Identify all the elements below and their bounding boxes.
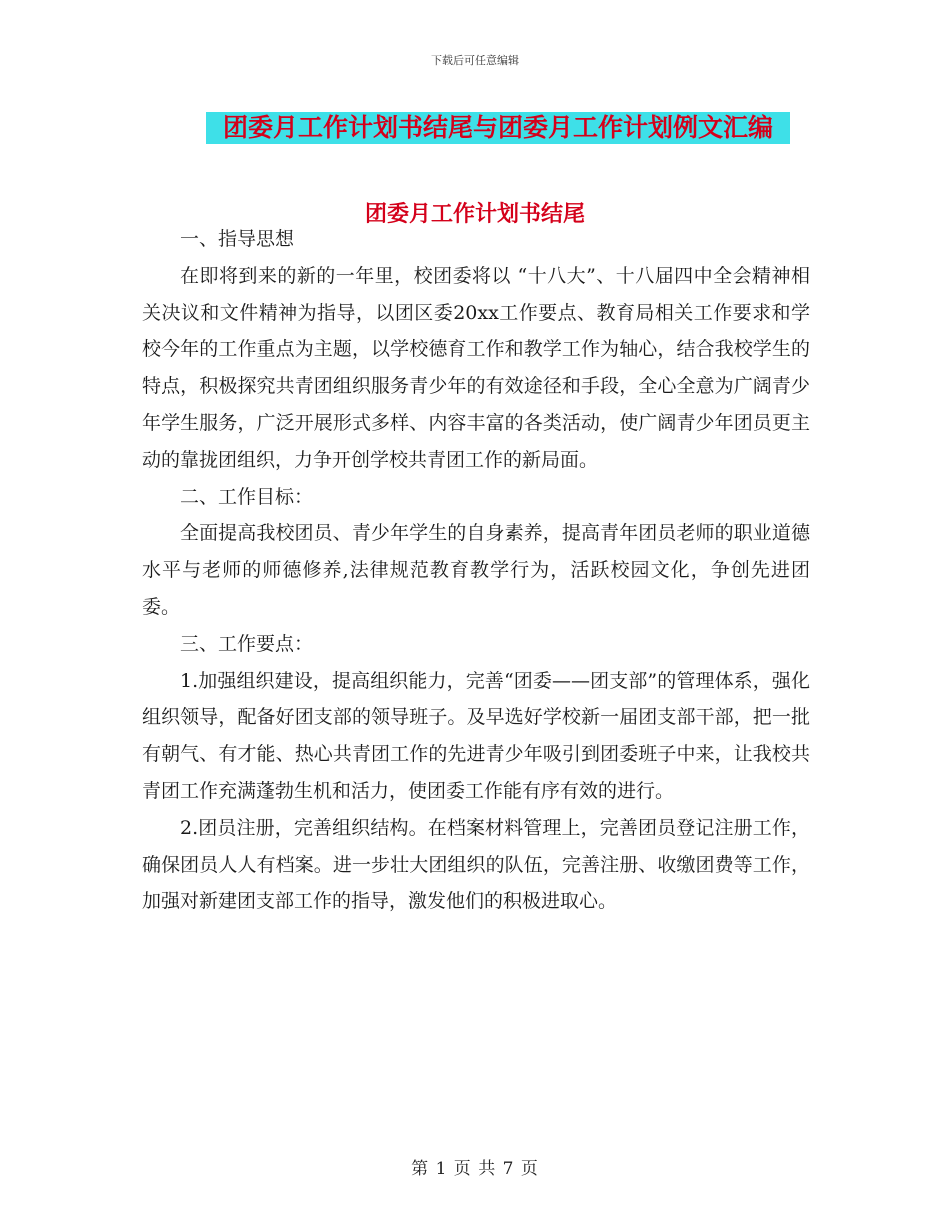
page-number-footer: 第 1 页 共 7 页: [411, 1159, 539, 1179]
section-title: 团委月工作计划书结尾: [364, 202, 585, 227]
heading-guiding-thought: 一、指导思想: [180, 228, 295, 250]
paragraph-work-point-2: 2.团员注册，完善组织结构。在档案材料管理上，完善团员登记注册工作，确保团员人人有档案。进一步壮大团组织的队伍，完善注册、收缴团费等工作，加强对新建团支部工作的指导，激发他们的积极进取心。: [142, 816, 810, 913]
heading-work-points: 三、工作要点：: [180, 632, 314, 655]
paragraph-work-point-1: 1.加强组织建设，提高组织能力，完善“团委——团支部”的管理体系，强化组织领导，配备好团支部的领导班子。及早选好学校新一届团支部干部，把一批有朝气、有才能、热心共青团工作的先进青少年吸引到团委班子中来，让我校共青团工作充满蓬勃生机和活力，使团委工作能有序有效的进行。: [142, 669, 810, 802]
main-title: 团委月工作计划书结尾与团委月工作计划例文汇编: [206, 112, 790, 144]
page-header-note: 下载后可任意编辑: [431, 54, 519, 67]
paragraph-guiding-thought: 在即将到来的新的一年里，校团委将以 “十八大”、十八届四中全会精神相关决议和文件精神为指导，以团区委20xx工作要点、教育局相关工作要求和学校今年的工作重点为主题，以学校德育工作和教学工作为轴心，结合我校学生的特点，积极探究共青团组织服务青少年的有效途径和手段，全心全意为广阔青少年学生服务，广泛开展形式多样、内容丰富的各类活动，使广阔青少年团员更主动的靠拢团组织，力争开创学校共青团工作的新局面。: [142, 264, 810, 471]
paragraph-work-goals: 全面提高我校团员、青少年学生的自身素养，提高青年团员老师的职业道德水平与老师的师德修养,法律规范教育教学行为，活跃校园文化，争创先进团委。: [142, 522, 810, 618]
body-text: [142, 221, 810, 920]
heading-work-goals: 二、工作目标：: [180, 485, 314, 508]
